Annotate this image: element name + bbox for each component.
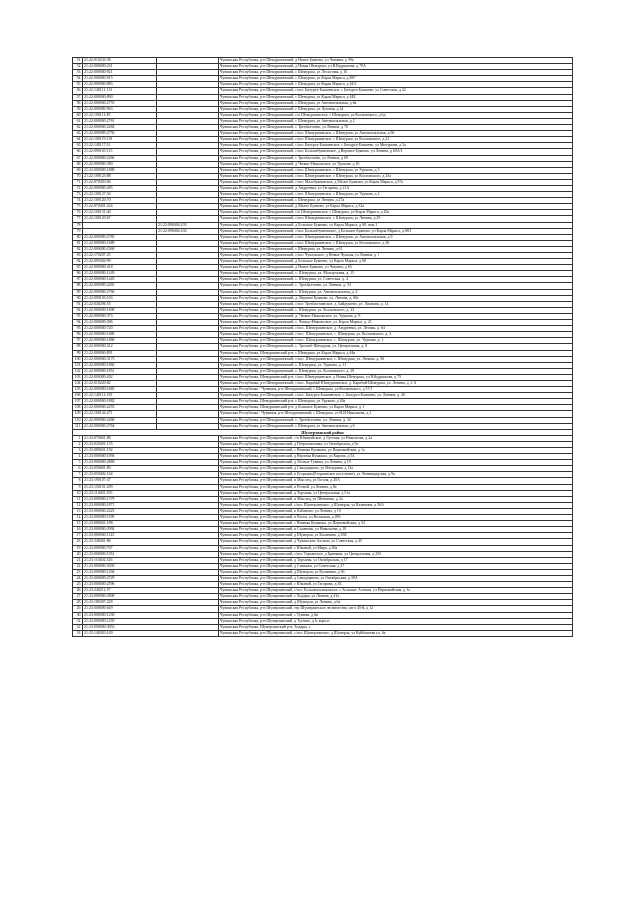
cadastral-number-premises: 21:22:090404:104 xyxy=(157,228,219,234)
row-number: 26 xyxy=(73,588,83,594)
row-number: 14 xyxy=(73,515,83,521)
row-number: 59 xyxy=(73,106,83,112)
address: Чувашская Республика, р-н Шемуршинский, с Шемурша, ул Автовокзальная, д 6в xyxy=(219,100,573,106)
row-number: 103 xyxy=(73,374,83,380)
cadastral-number: 21:23:180307:228 xyxy=(83,600,219,606)
address: Чувашская Республика, Шемуршинский р-н, с Шемурша, ул Урукова, д 26а xyxy=(219,399,573,405)
row-number: 83 xyxy=(73,253,83,259)
row-number: 54 xyxy=(73,76,83,82)
cadastral-number: 21:23:000000:1579 xyxy=(83,496,219,502)
row-number: 107 xyxy=(73,399,83,405)
address: Чувашская Республика, р-н Шумерлинский, д Верхняя Кумашка, ул Кирова, д 54 xyxy=(219,454,573,460)
address: Чувашская Республика, р-н Шумерлинский, п Саланчик, ул Никольева, д 18 xyxy=(219,527,573,533)
address: Чувашская Республика, р-н Шумерлинский, п Речной, ул Ленина, д 8а xyxy=(219,484,573,490)
row-number: 76 xyxy=(73,210,83,216)
address: Чувашская Республика, р-н Шемуршинский, с Шемурша, ул Ленина, д 61 xyxy=(219,246,573,252)
cadastral-number: 21:23:340401:86 xyxy=(83,539,219,545)
address: Чувашская Республика, р-н Шемуршинский, д Чепкас-Никольское, ул Урукова, д 10 xyxy=(219,161,573,167)
cadastral-number: 21:23:110402:326 xyxy=(83,557,219,563)
row-number: 65 xyxy=(73,143,83,149)
cadastral-number: 21:22:070403:66 xyxy=(83,179,157,185)
cadastral-number: 21:23:000000:1143 xyxy=(83,533,219,539)
cadastral-number: 21:22:000000:1882 xyxy=(83,399,157,405)
address: Чувашская Республика, р-н Шумерлинский, д Савадеркино, ул Мичурина, д 13а xyxy=(219,466,573,472)
address: Чувашская Республика, р-н Шемуршинский, с/пос. Шемуршинское, д. Андреевка, ул. Лесная, д. 64 xyxy=(219,326,573,332)
row-number: 91 xyxy=(73,301,83,307)
address: Чувашская Республика, р-н Шемуршинский, д. Верхнее Буяново, ул. Ленина, д. 60г xyxy=(219,295,573,301)
row-number: 85 xyxy=(73,265,83,271)
address: Чувашская Республика, р-н Шумерлинский, д Петропавловка, ул Октябрьская, д 9а xyxy=(219,441,573,447)
row-number: 5 xyxy=(73,460,83,466)
cadastral-number: 21:23:000000:1094 xyxy=(83,454,219,460)
cadastral-number: 21:23:000000:1199 xyxy=(83,515,219,521)
address: Чувашская Республика, р-н Шемуршинский, с/п Шемуршинское, с Шемурша, ул Космовского, д 6д xyxy=(219,112,573,118)
cadastral-number: 21:22:100127:54 xyxy=(83,192,157,198)
address: Чувашская Республика, р-н Шемуршинский, с/пос. Шемуршинское, с. Шемурша, ул. Урукова, д. 1 xyxy=(219,338,573,344)
address: Чувашская Республика, р-н Шемуршинский, с. Шемурша, ул. Космовского, д. 29 xyxy=(219,368,573,374)
cadastral-number: 21:22:000000:2255 xyxy=(83,405,157,411)
address: Чувашская Республика, р-н Шемуршинский, с/пос Шемуршинское, с Шемурша, ул Автовокзальная, д 9 xyxy=(219,234,573,240)
address: Чувашская Республика, р-н Шемуршинский, с/пос Шемуршинское, с Шемурша, ул Космовского, д 22 xyxy=(219,137,573,143)
address: Чувашская Республика, р-н Шумерлинский, с/пос Большеалгашинское, с Большие Алгаши, ул Первомайская, д 1а xyxy=(219,588,573,594)
cadastral-number: 21:22:140111:135 xyxy=(83,393,157,399)
address: Чувашская Республика, Шемуршинский р-н, с Шемурша, ул Карла Маркса, д 44в xyxy=(219,350,573,356)
cadastral-number: 21:22:000000:1888 xyxy=(83,167,157,173)
address: Чувашская Республика, р-н Шемуршинский, с/пос Чукальское, д Новые Чукалы, ул Ленина, д 1 xyxy=(219,253,573,259)
row-number: 23 xyxy=(73,569,83,575)
cadastral-number: 21:22:000000:1680 xyxy=(83,332,157,338)
table-body-shumerlinsky xyxy=(73,435,573,636)
address: Чувашская Республика, р-н Шемуршинский, с. Чепкас-Никольское, ул. Карла Маркса, д. 21 xyxy=(219,320,573,326)
row-number: 109 xyxy=(73,411,83,417)
row-number: 95 xyxy=(73,326,83,332)
address: Чувашская Республика, р-н Шумерлинский, с Туваны, д 6в xyxy=(219,612,573,618)
cadastral-number: 21:23:000000:1871 xyxy=(83,502,219,508)
cadastral-number: 21:22:000000:1685 xyxy=(83,387,157,393)
row-number: 90 xyxy=(73,295,83,301)
address: Чувашская Республика, р-н Шумерлинский, д Чувашские Алгаши, ул Советская, д 45 xyxy=(219,539,573,545)
cadastral-number: 21:23:000000:1239 xyxy=(83,612,219,618)
cadastral-number: 21:22:000000:2750 xyxy=(83,131,157,137)
cadastral-number: 21:23:150101:209 xyxy=(83,484,219,490)
address: Чувашская Республика, р-н Шемуршинский, с/пос. Карабай-Шемуршинское, д. Карабай-Шемурша, ул. Ленина, д. 2 А xyxy=(219,380,573,386)
row-number: 52 xyxy=(73,64,83,70)
cadastral-number: 21:23:070601:88 xyxy=(83,435,219,441)
row-number: 19 xyxy=(73,545,83,551)
row-number: 18 xyxy=(73,539,83,545)
row-number: 8 xyxy=(73,478,83,484)
cadastral-number: 21:23:140303:140 xyxy=(83,630,219,636)
row-number: 2 xyxy=(73,441,83,447)
cadastral-number: 21:22:000000:921 xyxy=(83,70,157,76)
row-number: 32 xyxy=(73,624,83,630)
cadastral-number: 21:22:000000:2265 xyxy=(83,283,157,289)
row-number: 111 xyxy=(73,423,83,429)
row-number: 33 xyxy=(73,630,83,636)
address: Чувашская Республика, р-н Шемуршинский, с/пос Шемуршинское, с Шемурша, ул Ленина, д 29 xyxy=(219,216,573,222)
cadastral-number: 21:22:070401:224 xyxy=(83,204,157,210)
cadastral-number: 21:23:000000:1294 xyxy=(83,569,219,575)
address: Чувашская Республика, р-н Шумерлинский, д Шумерля, ул Калинина, д 36 xyxy=(219,569,573,575)
cadastral-number: 21:23:000000:1051 xyxy=(83,551,219,557)
address: Чувашская Республика, р-н Шемуршинский, с/пос. Шемуршинское, с. Шемурша, ул. Космовского, д. 3 xyxy=(219,332,573,338)
row-number: 16 xyxy=(73,527,83,533)
cadastral-number: 21:23:000000:1259 xyxy=(83,618,219,624)
row-number: 108 xyxy=(73,405,83,411)
row-number: 97 xyxy=(73,338,83,344)
cadastral-number: 21:22:100120:70 xyxy=(83,198,157,204)
address: Чувашская Республика, р-н Шумерлинский, д Шумерля, ул Ленина, д 6а xyxy=(219,600,573,606)
row-number: 9 xyxy=(73,484,83,490)
row-number: 86 xyxy=(73,271,83,277)
row-number: 100 xyxy=(73,356,83,362)
cadastral-number: 21:22:000000:2268 xyxy=(83,417,157,423)
cadastral-number: 21:23:000000:649 xyxy=(83,606,219,612)
row-number: 98 xyxy=(73,344,83,350)
row-number: 67 xyxy=(73,155,83,161)
row-number: 73 xyxy=(73,192,83,198)
cadastral-number: 21:22:170207:25 xyxy=(83,253,157,259)
address: Чувашская Республика, р-н Шумерлинский, п Кабаново, ул Ленина, д 10 xyxy=(219,508,573,514)
cadastral-number: 21:22:000000:2266 xyxy=(83,155,157,161)
cadastral-number: 21:22:000000:1851 xyxy=(83,368,157,374)
row-number: 71 xyxy=(73,179,83,185)
cadastral-number: 21:22:000000:373 xyxy=(83,313,157,319)
row-number: 61 xyxy=(73,118,83,124)
row-number: 102 xyxy=(73,368,83,374)
row-number: 74 xyxy=(73,198,83,204)
address: Чувашская Республика, р-н Шемуршинский, с/пос Бичурга-Баишевское, с Бичурга-Баишево, ул Советская, д 42 xyxy=(219,88,573,94)
address: Чувашская Республика, р-н Шумерлинский, д Торханы, ул Октябрьская, д 17 xyxy=(219,557,573,563)
cadastral-number: 21:22:000000:1445 xyxy=(83,277,157,283)
address: Чувашская Республика, р-н Шемуршинский, с Шемурша, ул Карла Маркса, д 44Б xyxy=(219,94,573,100)
address: Чувашская Республика, р-н Шемуршинский, д Большое Буяново, ул Карла Маркса, д 68, пом.1 xyxy=(219,222,573,228)
row-number: 24 xyxy=(73,575,83,581)
cadastral-number: 21:22:000000:890 xyxy=(83,94,157,100)
row-number: 110 xyxy=(73,417,83,423)
row-number: 57 xyxy=(73,94,83,100)
row-number: 69 xyxy=(73,167,83,173)
table-body-shemurshinsky xyxy=(73,58,573,430)
row-number: 3 xyxy=(73,448,83,454)
row-number: 22 xyxy=(73,563,83,569)
row-number: 68 xyxy=(73,161,83,167)
row-number: 12 xyxy=(73,502,83,508)
address: Чувашская Республика, р-н Шумерлинский, с/пос Шумерлинское, д Шумерля, ул Куйбышева ул, 6а xyxy=(219,630,573,636)
cadastral-number: 21:23:080601:188 xyxy=(83,521,219,527)
cadastral-number: 21:22:100144:271 xyxy=(83,411,157,417)
address: Чувашская Республика, р-н Шумерлинский, с Нижняя Кумашка, ул Первомайская, д 54 xyxy=(219,521,573,527)
row-number: 94 xyxy=(73,320,83,326)
address: Чувашская Республика, р-н Шемуршинский, с Шемурша, ул Карла Маркса, д 49Г xyxy=(219,76,573,82)
address: Чувашская Республика, р-н Шемуршинский, с. Трехизб-Шемурша, ул. Центральная, д. 8 xyxy=(219,344,573,350)
address: Чувашская Республика, р-н Шемуршинский, с/пос Малобуяновское, д Малое Буяново, ул Карла Маркса, д 37а xyxy=(219,179,573,185)
row-number: 20 xyxy=(73,551,83,557)
cadastral-number: 21:22:000000:2760 xyxy=(83,289,157,295)
row-number: 55 xyxy=(73,82,83,88)
cadastral-number: 21:23:190107:47 xyxy=(83,478,219,484)
row-number: 17 xyxy=(73,533,83,539)
cadastral-number: 21:22:000000:963 xyxy=(83,106,157,112)
cadastral-number: 21:23:000000:3030 xyxy=(83,563,219,569)
cadastral-number: 21:22:000000:1698 xyxy=(83,307,157,313)
row-number: 28 xyxy=(73,600,83,606)
address: Чувашская Республика, р-н Шумерлинский, п Мыслец, ул Шевченко, д 2а xyxy=(219,496,573,502)
cadastral-number: 21:23:000000:2596 xyxy=(83,582,219,588)
address: Чувашская Республика, Шемуршинский р-н, д Большое Буяново, ул Карла Маркса, д 1 xyxy=(219,405,573,411)
row-number: 64 xyxy=(73,137,83,143)
row-number: 80 xyxy=(73,234,83,240)
row-number: 78 xyxy=(73,222,83,228)
row-number: 96 xyxy=(73,332,83,338)
address: Чувашская Республика, р-н Шемуршинский, с. Шемурша, ул. Молодежная, д. 15 xyxy=(219,271,573,277)
property-table xyxy=(72,57,573,637)
row-number: 62 xyxy=(73,125,83,131)
row-number: 10 xyxy=(73,490,83,496)
row-number: 63 xyxy=(73,131,83,137)
address: Чувашская Республика, Шумерлинский р-н, Ходары, с xyxy=(219,624,573,630)
cadastral-number: 21:23:000000:2225 xyxy=(83,508,219,514)
cadastral-number: 21:23:080601:192 xyxy=(83,448,219,454)
cadastral-number: 21:22:000000:396 xyxy=(83,320,157,326)
cadastral-number: 21:22:100120:67 xyxy=(83,216,157,222)
address: Чувашская Республика, р-н Шемуршинский, с/пос Шемуршинское, с Шемурша, ул Урукова, д 2 xyxy=(219,192,573,198)
cadastral-number: 21:23:000000:2994 xyxy=(83,527,219,533)
cadastral-number: 21:23:000000:3053 xyxy=(83,624,219,630)
address: Чувашская Республика, р-н Шемуршинский, с/пос Шемуршинское, с Шемурша, ул Автовокзальная, д 6б xyxy=(219,131,573,137)
cadastral-number: 21:23:240212:57 xyxy=(83,588,219,594)
address: Чувашская Республика, р-н Шемуршинский, с. Шемурша, ул. Советская, д. 4 xyxy=(219,277,573,283)
cadastral-number: 21:23:000000:2729 xyxy=(83,575,219,581)
cadastral-number: 21:22:000000:2761 xyxy=(83,118,157,124)
address: Чувашская Республика, р-н Шемуршинский, д Новое Буяново, ул Чапаева, д 65 xyxy=(219,265,573,271)
row-number: 77 xyxy=(73,216,83,222)
address: Чувашская Республика, р-н Шумерлинский, п Волга, ул Волжская, д 49б xyxy=(219,515,573,521)
row-number: 21 xyxy=(73,557,83,563)
row-number: 99 xyxy=(73,350,83,356)
row-number: 31 xyxy=(73,618,83,624)
row-number: 58 xyxy=(73,100,83,106)
address: Чувашская Республика, р-н Шемуршинский, д. Чепкас-Никольское, ул. Урукова, д. 9 xyxy=(219,313,573,319)
row-number: 27 xyxy=(73,594,83,600)
address: Чувашская Республика, р-н Шемуршинский, с/пос Бичурга-Баишевское, с Бичурга-Баишево, ул Мичурина, д 3а xyxy=(219,143,573,149)
cadastral-number: 21:22:100123:88 xyxy=(83,173,157,179)
row-number: 89 xyxy=(73,289,83,295)
cadastral-number: 21:23:050601:89 xyxy=(83,466,219,472)
address: Чувашская Республика, Шемуршинский р-н, с/пос Шемуршинское, д Новая Шемурша, ул В.Кудряшова, д 75 xyxy=(219,374,573,380)
cadastral-number: 21:22:140111:113 xyxy=(83,88,157,94)
row-number: 92 xyxy=(73,307,83,313)
row-number: 7 xyxy=(73,472,83,478)
address: Чувашская Республика, р-н Шемуршинский, д Новое Буяново, ул Чапаева, д 39а xyxy=(219,58,573,64)
row-number: 106 xyxy=(73,393,83,399)
row-number: 51 xyxy=(73,58,83,64)
cadastral-number: 21:23:000000:2868 xyxy=(83,460,219,466)
row-number: 13 xyxy=(73,508,83,514)
address: Чувашская Республика, р-н Шумерлинский, п Мыслец, ул Гоголя, д 20А xyxy=(219,478,573,484)
row-number: 104 xyxy=(73,380,83,386)
address: Чувашская Республика - Чувашия, р-н Шемуршинский, с Шемурша, ул Космовского, д 37/1 xyxy=(219,387,573,393)
row-number: 70 xyxy=(73,173,83,179)
address: Чувашская Республика, р-н Шумерлинский, п Егоркино(Егоркинское поселение), ул Ленинградская, д 9а xyxy=(219,472,573,478)
address: Чувашская Республика, р-н Шемуршинский, с Трехбалтаево, ул Ленина, д 69 xyxy=(219,155,573,161)
cadastral-number: 21:22:000000:231 xyxy=(83,64,157,70)
cadastral-number: 21:22:000000:1689 xyxy=(83,240,157,246)
section-title: Шумерлинский район xyxy=(73,429,573,435)
address: Чувашская Республика, р-н Шемуршинский, с Шемурша, ул Ленина, д 27а xyxy=(219,198,573,204)
row-number: 101 xyxy=(73,362,83,368)
address: Чувашская Республика, р-н Шемуршинский, с Шемурша, ул Луговая, д 24 xyxy=(219,106,573,112)
cadastral-number: 21:23:110401:355 xyxy=(83,490,219,496)
address: Чувашская Республика, р-н Шемуршинский, с Шемурша, ул Карла Маркса, д 44/3 xyxy=(219,82,573,88)
address: Чувашская Республика, р-н Шемуршинский, д Новая Шемурша, ул В.Кудряшова, д 79А xyxy=(219,64,573,70)
cadastral-number: 21:22:000000:1249 xyxy=(83,271,157,277)
address: Чувашская Республика, р-н Шемуршинский, д Малое Буяново, ул Карла Маркса, д 32а xyxy=(219,204,573,210)
row-number: 87 xyxy=(73,277,83,283)
cadastral-number: 21:22:000000:2755 xyxy=(83,100,157,106)
cadastral-number: 21:22:090103:115 xyxy=(83,149,157,155)
address: Чувашская Республика, р-н Шумерлинский, тер Шумерлинское лесничество, кв-л 45-й, д 12 xyxy=(219,606,573,612)
address: Чувашская Республика, р-н Шумерлинский, с Нижняя Кумашка, ул Первомайская, д 1а xyxy=(219,448,573,454)
address: Чувашская Республика, р-н Шумерлинский, с/пос Торханское, д Бреняши, ул Центральная, д 25б xyxy=(219,551,573,557)
address: Чувашская Республика, р-н Шемуршинский, с Шемурша, ул Автовокзальная, д 6 xyxy=(219,423,573,429)
address: Чувашская Республика, р-н Шемуршинский, с/пос Шемуршинское, с Шемурша, ул Космовского, д 25а xyxy=(219,173,573,179)
address: Чувашская Республика, р-н Шемуршинский, д Большое Буяново, ул Карла Маркса, д 68 xyxy=(219,259,573,265)
row-number: 82 xyxy=(73,246,83,252)
address: Чувашская Республика, р-н Шемуршинский, с. Шемурша, ул. Урукова, д. 11 xyxy=(219,362,573,368)
row-number: 60 xyxy=(73,112,83,118)
address: Чувашская Республика, р-н Шемуршинский, д Андреевка, ул Гагарина, д 21А xyxy=(219,185,573,191)
row-number: 25 xyxy=(73,582,83,588)
row-number: 81 xyxy=(73,240,83,246)
address: Чувашская Республика, р-н Шемуршинский, с/пос Шемуршинское, с Шемурша, ул Урукова, д 3 xyxy=(219,167,573,173)
cadastral-number: 21:22:000000:202 xyxy=(83,374,157,380)
address: Чувашская Республика, р-н Шемуршинский, с/пос Шемуршинское, с Шемурша, ул Космовского, д 36 xyxy=(219,240,573,246)
row-number: 30 xyxy=(73,612,83,618)
cadastral-number: 21:23:000000:2808 xyxy=(83,594,219,600)
row-number: 72 xyxy=(73,185,83,191)
address: Чувашская Республика, р-н Шемуршинский, с Шемурша, ул Автовокзальная, д 2 xyxy=(219,118,573,124)
address: Чувашская Республика, р-н Шемуршинский, с/п Шемуршинское, с Шемурша, ул Карла Маркса, д 45а xyxy=(219,210,573,216)
row-number: 15 xyxy=(73,521,83,527)
row-number: 29 xyxy=(73,606,83,612)
address: Чувашская Республика, р-н Шумерлинский, д Синьялы, ул Советская, д 27 xyxy=(219,563,573,569)
cadastral-number: 21:23:000000:767 xyxy=(83,545,219,551)
address: Чувашская Республика, р-н Шумерлинский, д Шумерля, ул Калинина, д 35Б xyxy=(219,533,573,539)
cadastral-number: 21:22:090404:99 xyxy=(83,259,157,265)
address: Чувашская Республика, р-н Шемуршинский, с/пос. Бичурга-Баишевское, с. Бичурга-Баишево, ул. Ленина, д. 26 xyxy=(219,393,573,399)
cadastral-number: 21:22:090103:103 xyxy=(83,295,157,301)
address: Чувашская Республика, р-н Шумерлинский, с/пос Шумерлинское, д Шумерля, ул Калинина, д 36А xyxy=(219,502,573,508)
row-number: 53 xyxy=(73,70,83,76)
address: Чувашская Республика, р-н Шумерлинский, д Торханы, ул Центральная, д 51а xyxy=(219,490,573,496)
address: Чувашская Республика, р-н Шемуршинский, с Шемурша, ул Лесхозная, д 10 xyxy=(219,70,573,76)
cadastral-number: 21:22:100119:118 xyxy=(83,137,157,143)
address: Чувашская Республика, р-н Шемуршинский, с Трехбалтаево, ул Ленина, д 70 xyxy=(219,125,573,131)
address: Чувашская Республика, р-н Шумерлинский, с Юманай, ул Мира, д 49а xyxy=(219,545,573,551)
cadastral-number: 21:22:000000:418 xyxy=(83,265,157,271)
address: Чувашская Республика, р-н Шемуршинский, с/пос. Шемуршинское, с. Шемурша, ул. Ленина, д. 56 xyxy=(219,356,573,362)
row-number: 6 xyxy=(73,466,83,472)
row-number: 75 xyxy=(73,204,83,210)
cadastral-number: 21:22:000000:915 xyxy=(83,76,157,82)
cadastral-number: 21:22:140117:51 xyxy=(83,143,157,149)
cadastral-number: 21:22:040206:55 xyxy=(83,301,157,307)
cadastral-number: 21:23:050402:164 xyxy=(83,472,219,478)
cadastral-number: 21:22:000000:495 xyxy=(83,185,157,191)
address: Чувашская Республика, р-н Шемуршинский, с. Трехбалтаево, ул. Ленина, д. 32 xyxy=(219,417,573,423)
row-number: 56 xyxy=(73,88,83,94)
address: Чувашская Республика, р-н Шумерлинский, с/п Юманайское, д Луговая, ул Никольева, д 2а xyxy=(219,435,573,441)
row-number: 66 xyxy=(73,149,83,155)
cadastral-number-premises: 21:22:090404:103 xyxy=(157,222,219,228)
address: Чувашская Республика, р-н Шемуршинский, с. Шемурша, ул. Космовского, д. 23 xyxy=(219,307,573,313)
row-number: 105 xyxy=(73,387,83,393)
cadastral-number: 21:22:000000:1860 xyxy=(83,362,157,368)
cadastral-number: 21:22:010233:38 xyxy=(83,58,157,64)
row-number: 84 xyxy=(73,259,83,265)
cadastral-number: 21:22:100131:40 xyxy=(83,210,157,216)
row-number: 88 xyxy=(73,283,83,289)
address: Чувашская Республика, р-н Шумерлинский, д Лесные Туваны, ул Ленина, д 10 xyxy=(219,460,573,466)
row-number: 1 xyxy=(73,435,83,441)
cadastral-number: 21:22:010220:82 xyxy=(83,380,157,386)
row-number: 93 xyxy=(73,313,83,319)
cadastral-number: 21:22:000000:2284 xyxy=(83,125,157,131)
address: Чувашская Республика, р-н Шемуршинский, с/пос Большебуяновское, д Верхнее Буяново, ул Ленина, д 60А/1 xyxy=(219,149,573,155)
cadastral-number: 21:22:100111:49 xyxy=(83,112,157,118)
document-page xyxy=(72,57,572,637)
row-number: 79 xyxy=(73,228,83,234)
address: Чувашская Республика, р-н Шемуршинский, с. Трехбалтаево, ул. Ленина, д. 33 xyxy=(219,283,573,289)
address: Чувашская Республика - Чувашия, р-н Шемуршинский, с Шемурша, ул Н.И.Николаева, д 2 xyxy=(219,411,573,417)
cadastral-number: 21:22:000000:312 xyxy=(83,344,157,350)
cadastral-number: 21:23:020401:155 xyxy=(83,441,219,447)
address: Чувашская Республика, р-н Шемуршинский, с/пос Трехбалтаевское, д. Байдушево, ул. Ляхмана, д. 14 xyxy=(219,301,573,307)
address: Чувашская Республика, р-н Шемуршинский, с/пос Большебуяновское, д Большое Буяново, ул Карла Маркса, д 68/1 xyxy=(219,228,573,234)
row-number: 4 xyxy=(73,454,83,460)
address: Чувашская Республика, р-н Шумерлинский, д Тугаево, д 6, корп.н xyxy=(219,618,573,624)
address: Чувашская Республика, р-н Шумерлинский, с Юманай, ул Гагарина, д 3Б xyxy=(219,582,573,588)
cadastral-number: 21:22:000000:883 xyxy=(83,82,157,88)
cadastral-number: 21:22:000000:380 xyxy=(83,161,157,167)
address: Чувашская Республика, р-н Шемуршинский, с. Шемурша, ул. Автовокзальная, д. 2 xyxy=(219,289,573,295)
address: Чувашская Республика, р-н Шумерлинский, д Савадеркино, ул Октябрьская, д 39А xyxy=(219,575,573,581)
cadastral-number: 21:22:000000:891 xyxy=(83,350,157,356)
cadastral-number: 21:22:000000:3175 xyxy=(83,356,157,362)
row-number: 11 xyxy=(73,496,83,502)
cadastral-number: 21:22:000000:1868 xyxy=(83,338,157,344)
cadastral-number: 21:22:000000:2785 xyxy=(83,234,157,240)
cadastral-number: 21:22:000000:720 xyxy=(83,326,157,332)
cadastral-number: 21:22:000000:2368 xyxy=(83,246,157,252)
table-row xyxy=(73,630,573,636)
address: Чувашская Республика, р-н Шумерлинский, с Ходары, ул Ленина, д 41а xyxy=(219,594,573,600)
cadastral-number: 21:22:000000:2764 xyxy=(83,423,157,429)
